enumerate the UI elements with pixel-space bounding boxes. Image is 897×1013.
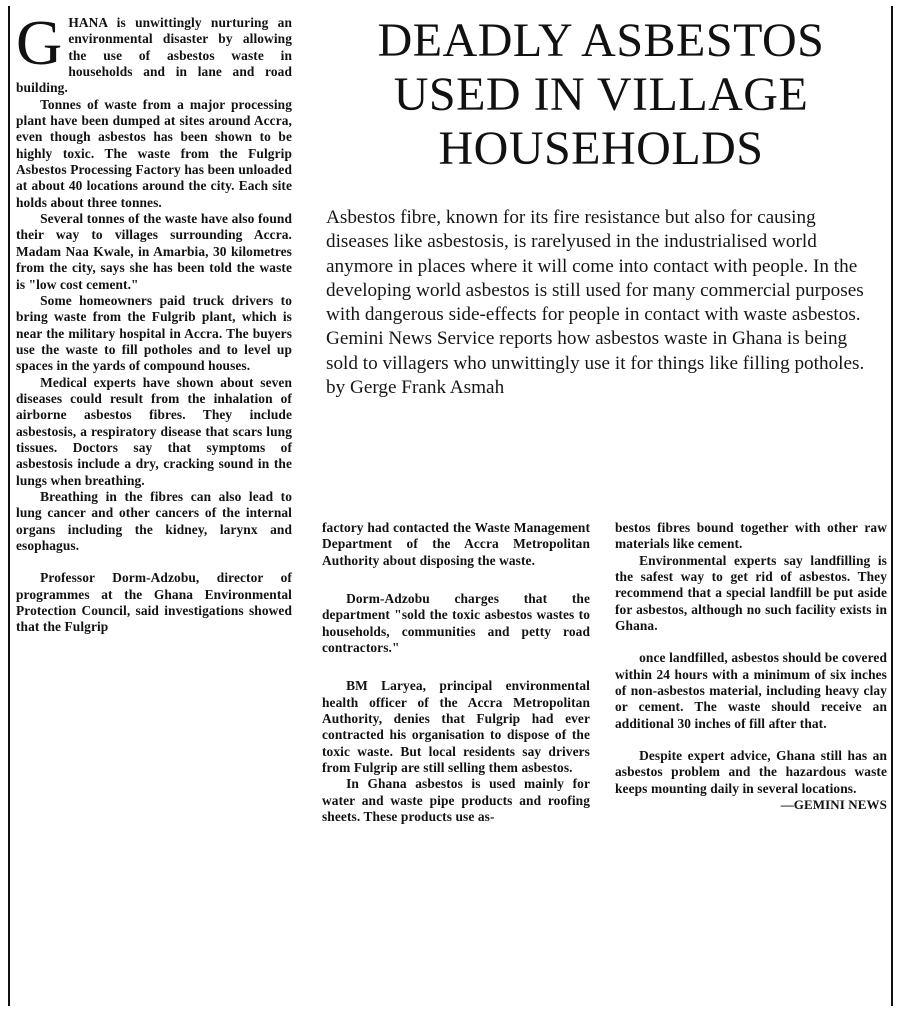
standfirst-text: Asbestos fibre, known for its fire resistance but also for causing diseases like asbestosis, is rarelyused in the industrialised world anymore in places where it will come into contact with people. In the developing world asbestos is still used for many commercial purposes with dangerous side-effects for people in contact with waste asbestos. Gemini News Service reports how asbestos waste in Ghana is being sold to villagers who unwittingly use it for things like filling potholes. (326, 207, 865, 374)
body-paragraph: In Ghana asbestos is used mainly for water and waste pipe products and roofing sheets. These products use as- (322, 776, 590, 825)
headline (310, 14, 892, 176)
body-paragraph: bestos fibres bound together with other raw materials like cement. (615, 520, 887, 552)
body-paragraph: Tonnes of waste from a major processing plant have been dumped at sites around Accra, even though asbestos has been shown to be highly toxic. The waste from the Fulgrip Asbestos Processing Factory has been unloaded at about 40 locations around the city. Each site holds about three tonnes. (16, 96, 292, 210)
body-paragraph: Several tonnes of the waste have also found their way to villages surrounding Accra. Madam Naa Kwale, in Amarbia, 30 kilometres from the city, says she has been told the waste is "low cost cement." (16, 211, 292, 292)
signoff: —GEMINI NEWS (780, 797, 887, 813)
body-paragraph: Dorm-Adzobu charges that the department "sold the toxic asbestos wastes to households, communities and petty road contractors." (322, 591, 590, 656)
article-column-3 (615, 520, 887, 814)
body-paragraph: BM Laryea, principal environmental health officer of the Accra Metropolitan Authority, denies that Fulgrip had ever contracted his organisation to dispose of the toxic waste. But local residents say drivers from Fulgrip are still selling them asbestos. (322, 678, 590, 776)
body-paragraph: Some homeowners paid truck drivers to bring waste from the Fulgrib plant, which is near the military hospital in Accra. The buyers use the waste to fill potholes and to level up spaces in the yards of compound houses. (16, 292, 292, 374)
byline: by Gerge Frank Asmah (326, 377, 505, 399)
headline-line-3: HOUSEHOLDS (438, 122, 764, 175)
headline-line-2: USED IN VILLAGE (393, 68, 809, 121)
opening-paragraph: GHANA is unwittingly nurturing an environmental disaster by allowing the use of asbestos waste in households and in lane and road building. (16, 7, 292, 96)
body-paragraph: once landfilled, asbestos should be covered within 24 hours with a minimum of six inches of non-asbestos material, including heavy clay or cement. The waste should receive an additional 30 inches of fill after that. (615, 650, 887, 731)
left-border-rule (8, 6, 10, 1006)
article-column-1 (16, 7, 292, 636)
body-paragraph: Environmental experts say landfilling is the safest way to get rid of asbestos. They recommend that a special landfill be put aside for asbestos, although no such facility exists in Ghana. (615, 552, 887, 634)
drop-cap: G (16, 7, 63, 78)
body-paragraph: factory had contacted the Waste Management Department of the Accra Metropolitan Authority about disposing the waste. (322, 520, 590, 568)
body-paragraph: Breathing in the fibres can also lead to lung cancer and other cancers of the internal organs including the kidney, larynx and esophagus. (16, 488, 292, 553)
body-paragraph: Professor Dorm-Adzobu, director of programmes at the Ghana Environmental Protection Council, said investigations showed that the Fulgrip (16, 570, 292, 635)
body-paragraph: Despite expert advice, Ghana still has an asbestos problem and the hazardous waste keeps mounting daily in several locations. (615, 748, 887, 796)
article-column-2 (322, 520, 590, 826)
body-paragraph: Medical experts have shown about seven diseases could result from the inhalation of airborne asbestos fibres. They include asbestosis, a respiratory disease that scars lung tissues. Doctors say that symptoms of asbestosis include a dry, cracking sound in the lungs when breathing. (16, 374, 292, 488)
headline-line-1: DEADLY ASBESTOS (377, 14, 825, 67)
standfirst (326, 206, 874, 400)
